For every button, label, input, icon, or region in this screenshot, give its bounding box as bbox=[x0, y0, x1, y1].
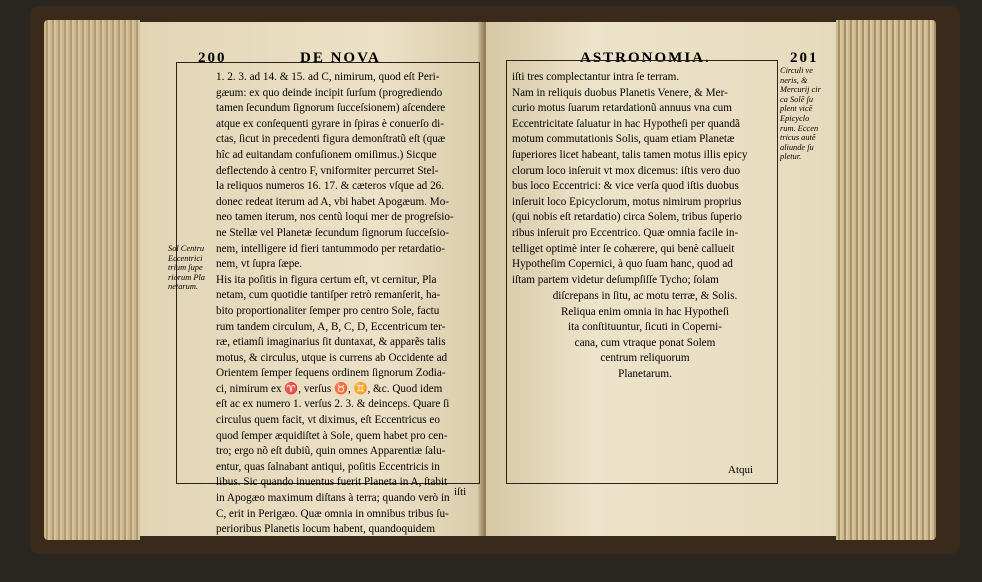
left-page-edges bbox=[44, 20, 140, 540]
text-line: Reliqua enim omnia in hac Hypotheſi bbox=[560, 305, 730, 318]
text-line: hîc ad euitandam confuſionem omiſimus.) Sicque bbox=[216, 148, 437, 161]
margin-note-line: Circuli ve bbox=[780, 66, 813, 75]
text-line: ctas, ſicut in precedenti figura demonſtratũ eſt (quæ bbox=[216, 133, 446, 146]
right-catchword: Atqui bbox=[728, 464, 754, 476]
margin-note-line: Sol Centru bbox=[168, 244, 205, 253]
text-line: perioribus Planetis locum habent, quandoquidem bbox=[216, 523, 436, 536]
text-line: nem, intelligere id fieri tantummodo per retardatio- bbox=[216, 242, 445, 255]
margin-note-line: Mercurij cir bbox=[780, 85, 821, 95]
text-line: Nam in reliquis duobus Planetis Venere, & Mer- bbox=[512, 86, 728, 99]
margin-note-line: neris, & bbox=[780, 75, 808, 85]
margin-note-line: pletur. bbox=[780, 152, 802, 162]
text-line: Hypotheſim Copernici, à quo ſuam hanc, quod ad bbox=[512, 258, 733, 271]
text-line: gæum: ex quo deinde incipit ſurſum (progrediendo bbox=[216, 86, 443, 99]
margin-note-line: plent vicẽ bbox=[780, 104, 813, 114]
text-line: centrum reliquorum bbox=[600, 352, 690, 365]
text-line: quod ſemper æquidiſtet à Sole, quem habet pro cen- bbox=[216, 429, 448, 442]
left-running-head: DE NOVA bbox=[300, 50, 381, 66]
right-body-text bbox=[512, 70, 778, 288]
text-line: telliget optimè inter ſe cohærere, qui benè callueit bbox=[512, 242, 735, 255]
text-line: entur, quas ſalnabant antiqui, poſitis Eccentricis in bbox=[216, 460, 440, 473]
margin-note-line: netarum. bbox=[168, 282, 199, 292]
text-line: nem, vt ſupra ſæpe. bbox=[216, 258, 303, 271]
text-line: ræ, etiamſi imaginarius ſit duntaxat, & apparẽs talis bbox=[216, 336, 446, 349]
text-line: ita conſtituuntur, ſicuti in Coperni- bbox=[568, 321, 722, 334]
margin-note-line: trium ſupe bbox=[168, 263, 203, 273]
text-line: (qui nobis eſt retardatio) circa Solem, tribus ſuperio bbox=[512, 211, 742, 224]
text-line: motum commutationis Solis, quam etiam Planetæ bbox=[512, 133, 735, 146]
text-line: motus, & circulus, utque is currens ab Occidente ad bbox=[216, 351, 448, 364]
text-line: tro; ergo nõ eſt dubiũ, quin omnes Apparentiæ ſalu- bbox=[216, 445, 446, 458]
margin-note-line: Epicyclo bbox=[780, 113, 810, 123]
margin-note-line: aliunde ſu bbox=[780, 142, 814, 152]
text-line: libus. Sic quando inuentus fuerit Planeta in A, ſtabit bbox=[216, 476, 448, 489]
right-running-head: ASTRONOMIA. bbox=[580, 50, 711, 66]
text-line: cana, cum vtraque ponat Solem bbox=[574, 336, 716, 349]
text-line: rum tandem circulum, A, B, C, D, Eccentricum ter- bbox=[216, 320, 446, 333]
text-line: circulus quem facit, vt diximus, eſt Eccentricus eo bbox=[216, 414, 440, 427]
text-line: iſti tres complectantur intra ſe terram. bbox=[512, 71, 680, 83]
text-line: diſcrepans in ſitu, ac motu terræ, & Solis. bbox=[552, 290, 738, 302]
text-line: inſeruit loco Epicyclorum, motus nimirum proprius bbox=[512, 195, 742, 208]
right-closing-paragraph bbox=[512, 289, 778, 383]
right-page-edges bbox=[836, 20, 936, 540]
text-line: bito proportionaliter ſemper pro centro Sole, factu bbox=[216, 304, 440, 317]
text-line: clorum loco inſeruit vt mox dicemus: iſtis vero duo bbox=[512, 164, 741, 177]
right-page-number: 201 bbox=[790, 50, 819, 66]
margin-note-line: ca Solẽ ſu bbox=[780, 94, 814, 104]
text-line: deflectendo à centro F, vniformiter percurret Stel- bbox=[216, 164, 439, 177]
left-catchword: iſti bbox=[454, 486, 467, 498]
text-line: C, erit in Perigæo. Quæ omnia in omnibus tribus ſu- bbox=[216, 507, 449, 520]
text-line: curio motus ſuarum retardationũ annuus vna cum bbox=[512, 102, 732, 115]
text-line: His ita poſitis in figura certum eſt, vt cernitur, Pla bbox=[216, 273, 437, 286]
text-line: in Apogæo maximum diſtans à terra; quando verò in bbox=[216, 492, 450, 505]
margin-note-line: Eccentrici bbox=[168, 253, 203, 263]
right-margin-note bbox=[780, 66, 828, 162]
left-page-number: 200 bbox=[198, 50, 227, 66]
margin-note-line: tricus autẽ bbox=[780, 133, 816, 143]
text-line: atque ex conſequenti gyrare in ſpiras è conuerſo di- bbox=[216, 117, 445, 130]
text-line: Eccentricitate ſaluatur in hac Hypotheſi per quandã bbox=[512, 117, 740, 130]
text-line: bus loco Eccentrici: & vice verſa quod iſtis duobus bbox=[512, 180, 739, 193]
margin-note-line: riorum Pla bbox=[168, 272, 205, 282]
text-line: ſuperiores licet habeant, talis tamen motus illis epicy bbox=[512, 148, 748, 161]
text-line: neo tamen iterum, nos centũ loqui mer de progreſsio- bbox=[216, 211, 454, 224]
text-line: 1. 2. 3. ad 14. & 15. ad C, nimirum, quod eſt Peri- bbox=[216, 71, 440, 83]
text-line: iſtam partem videtur deſumpſiſſe Tycho; ſolam bbox=[512, 273, 719, 286]
left-margin-note bbox=[168, 244, 216, 292]
text-line: netam, cum quotidie tantiſper retrò remanſerit, ha- bbox=[216, 289, 441, 302]
text-line: donec redeat iterum ad A, vbi habet Apogæum. Mo- bbox=[216, 195, 450, 208]
text-line: ne Stellæ vel Planetæ ſecundum ſignorum ſucceſsio- bbox=[216, 226, 450, 239]
text-line: eſt ac ex numero 1. verſus 2. 3. & deinceps. Quare ſi bbox=[216, 398, 450, 411]
text-line: tamen ſecundum ſignorum ſucceſsionem) aſcendere bbox=[216, 102, 446, 115]
margin-note-line: rum. Eccen bbox=[780, 123, 819, 133]
left-body-text bbox=[216, 70, 474, 538]
text-line: Planetarum. bbox=[618, 367, 672, 380]
text-line: Orientem ſemper ſequens ordinem ſignorum Zodia- bbox=[216, 367, 446, 380]
text-line: ribus inſeruit pro Eccentrico. Quæ omnia facile in- bbox=[512, 226, 739, 239]
text-line: ci, nimirum ex ♈, verſus ♉, ♊, &c. Quod idem bbox=[216, 382, 443, 395]
text-line: la reliquos numeros 16. 17. & cæteros vſque ad 26. bbox=[216, 180, 445, 193]
